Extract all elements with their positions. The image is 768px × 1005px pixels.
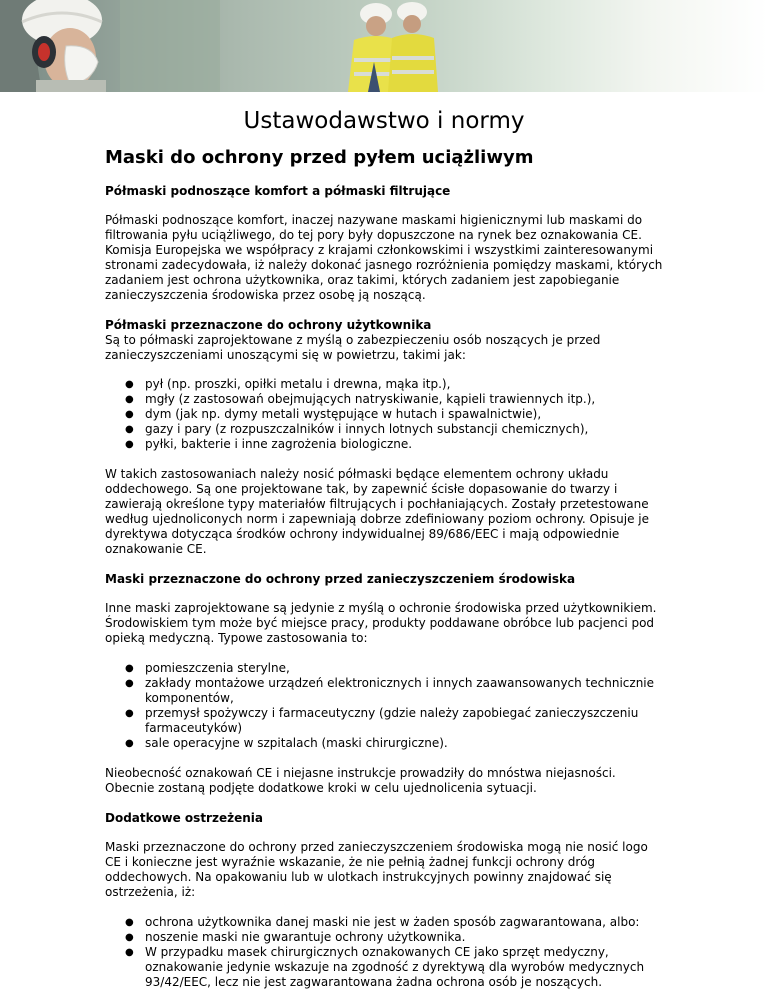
list-item: ● W przypadku masek chirurgicznych oznakowanych CE jako sprzęt medyczny, oznakowanie jedynie wskazuje na zgodność z dyrektywą dla wyrobów medycznych 93/42/EEC, lecz nie jest zagwarantowana żadna ochrona osób je noszących. (125, 945, 645, 989)
header-banner (0, 0, 768, 92)
bullet-icon: ● (125, 394, 134, 405)
subheading: Półmaski przeznaczone do ochrony użytkownika (105, 318, 432, 332)
list-item: ● sale operacyjne w szpitalach (maski chirurgiczne). (125, 736, 448, 750)
main-heading: Maski do ochrony przed pyłem uciążliwym (105, 147, 534, 168)
document-body (105, 147, 665, 1005)
list-item: ● pyłki, bakterie i inne zagrożenia biologiczne. (125, 437, 413, 451)
list-item: ● mgły (z zastosowań obejmujących natryskiwanie, kąpieli trawiennych itp.), (125, 392, 596, 406)
bullet-icon: ● (125, 708, 134, 719)
paragraph: Półmaski podnoszące komfort, inaczej nazywane maskami higienicznymi lub maskami do filtrowania pyłu uciążliwego, do tej pory były dopuszczone na rynek bez oznakowania CE. Komisja Europejska we współpracy z krajami członkowskimi i wszystkimi zainteresowanymi stronami zadecydowała, iż należy dokonać jasnego rozróżnienia pomiędzy maskami, których zadaniem jest ochrona użytkownika, oraz takimi, których zadaniem jest zapobieganie zanieczyszczenia środowiska przez osobę ją noszącą. (105, 213, 663, 302)
list-item: ● ochrona użytkownika danej maski nie jest w żaden sposób zagwarantowana, albo: (125, 915, 640, 929)
paragraph: Inne maski zaprojektowane są jedynie z myślą o ochronie środowiska przed użytkownikiem. Środowiskiem tym może być miejsce pracy, produkty poddawane obróbce lub pacjenci pod opieką medyczną. Typowe zastosowania to: (105, 601, 657, 645)
bullet-list (105, 377, 665, 452)
paragraph-text: Są to półmaski zaprojektowane z myślą o zabezpieczeniu osób noszących je przed zanieczyszczeniami unoszącymi się w powietrzu, takimi jak: (105, 333, 601, 362)
paragraph: W takich zastosowaniach należy nosić półmaski będące elementem ochrony układu oddechowego. Są one projektowane tak, by zapewnić ścisłe dopasowanie do twarzy i zawierają określone typy materiałów filtrujących i pochłaniających. Zostały przetestowane według ujednoliconych norm i zapewniają dobrze zdefiniowany poziom ochrony. Opisuje je dyrektywa dotycząca środków ochrony indywidualnej 89/686/EEC i mają odpowiednie oznakowanie CE. (105, 467, 650, 556)
workers-hi-vis-image (348, 2, 438, 92)
list-item: ● zakłady montażowe urządzeń elektronicznych i innych zaawansowanych technicznie komponentów, (125, 676, 655, 705)
list-item: ● przemysł spożywczy i farmaceutyczny (gdzie należy zapobiegać zanieczyszczeniu farmaceutyków) (125, 706, 639, 735)
bullet-icon: ● (125, 678, 134, 689)
bullet-icon: ● (125, 409, 134, 420)
bullet-icon: ● (125, 663, 134, 674)
worker-with-mask-image (0, 0, 106, 92)
paragraph: Maski przeznaczone do ochrony przed zanieczyszczeniem środowiska mogą nie nosić logo CE i konieczne jest wyraźnie wskazanie, że nie pełnią żadnej funkcji ochrony dróg oddechowych. Na opakowaniu lub w ulotkach instrukcyjnych powinny znajdować się ostrzeżenia, iż: (105, 840, 648, 899)
list-item: ● gazy i pary (z rozpuszczalników i innych lotnych substancji chemicznych), (125, 422, 589, 436)
bullet-list (105, 661, 665, 751)
section-title: Dodatkowe ostrzeżenia (105, 811, 263, 825)
bullet-icon: ● (125, 738, 134, 749)
bullet-icon: ● (125, 379, 134, 390)
paragraph-with-subheading (105, 318, 665, 363)
list-item: ● noszenie maski nie gwarantuje ochrony użytkownika. (125, 930, 466, 944)
list-item: ● dym (jak np. dymy metali występujące w hutach i spawalnictwie), (125, 407, 542, 421)
list-item: ● pył (np. proszki, opiłki metalu i drewna, mąka itp.), (125, 377, 451, 391)
document-title: Ustawodawstwo i normy (243, 108, 525, 134)
bullet-icon: ● (125, 947, 134, 958)
workers-photo (0, 0, 768, 92)
bullet-icon: ● (125, 424, 134, 435)
bullet-icon: ● (125, 932, 134, 943)
list-item: ● pomieszczenia sterylne, (125, 661, 290, 675)
bullet-icon: ● (125, 439, 134, 450)
bullet-icon: ● (125, 917, 134, 928)
section-title: Maski przeznaczone do ochrony przed zanieczyszczeniem środowiska (105, 572, 576, 586)
paragraph: Nieobecność oznakowań CE i niejasne instrukcje prowadziły do mnóstwa niejasności. Obecnie zostaną podjęte dodatkowe kroki w celu ujednolicenia sytuacji. (105, 766, 616, 795)
section-title: Półmaski podnoszące komfort a półmaski filtrujące (105, 184, 451, 198)
bullet-list (105, 915, 665, 990)
